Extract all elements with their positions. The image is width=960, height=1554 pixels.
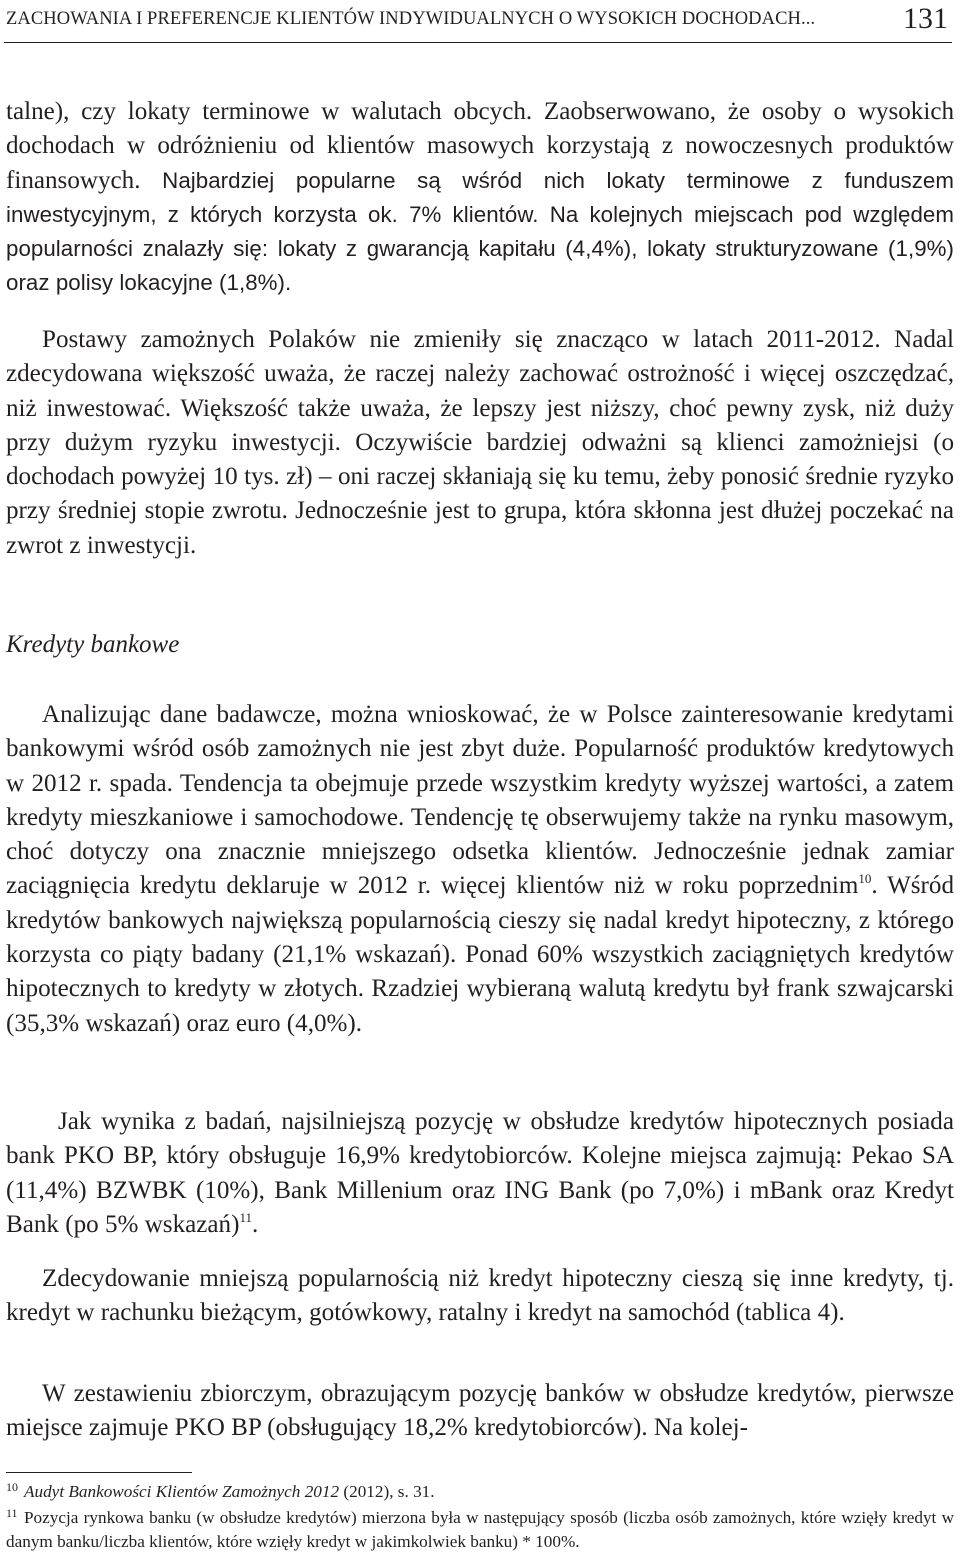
paragraph-products-sans-a: Najbardziej popularne są wśród nich lokaty terminowe z funduszem inwestycyjnym, z których korzysta ok. 7% klientów. xyxy=(6,167,954,227)
paragraph-products-sans-b: Na kolejnych miejscach pod względem popularności znalazły się: lokaty z gwarancją kapitału (4,4%), lokaty strukturyzowane (1,9%) oraz polisy lokacyjne (1,8%). xyxy=(6,201,954,296)
paragraph-products-serif: talne), czy lokaty terminowe w walutach obcych. Zaobserwowano, że osoby o wysokich dochodach w odróżnieniu od klientów masowych korzystają z nowoczesnych produktów finansowych. xyxy=(6,98,954,194)
section-heading: Kredyty bankowe xyxy=(6,631,180,658)
paragraph-products xyxy=(6,95,954,301)
paragraph-bank-ranking xyxy=(6,1105,954,1242)
paragraph-credit-analysis-b: . Wśród kredytów bankowych największą popularnością cieszy się nadal kredyt hipoteczny, z którego korzysta co piąty badany (21,1% wskazań). Ponad 60% wszystkich zaciągniętych kredytów hipotecznych to kredyty w złotych. Rzadziej wybieraną walutą kredytu był frank szwajcarski (35,3% wskazań) oraz euro (4,0%). xyxy=(6,872,954,1037)
paragraph-credit-analysis xyxy=(6,698,954,1041)
footnote-11 xyxy=(6,1502,954,1554)
footnote-ref-10[interactable]: 10 xyxy=(858,871,872,887)
paragraph-summary-text: W zestawieniu zbiorczym, obrazującym pozycję banków w obsłudze kredytów, pierwsze miejsce zajmuje PKO BP (obsługujący 18,2% kredytobiorców). Na kolej- xyxy=(6,1380,954,1442)
paragraph-attitudes-text: Postawy zamożnych Polaków nie zmieniły się znacząco w latach 2011-2012. Nadal zdecydowana większość uważa, że raczej należy zachować ostrożność i więcej oszczędzać, niż inwestować. Większość także uważa, że lepszy jest niższy, choć pewny zysk, niż duży przy dużym ryzyku inwestycji. Oczywiście bardziej odważni są klienci zamożniejsi (o dochodach powyżej 10 tys. zł) – oni raczej skłaniają się ku temu, żeby ponosić średnie ryzyko przy średniej stopie zwrotu. Jednocześnie jest to grupa, która skłonna jest dłużej poczekać na zwrot z inwestycji. xyxy=(6,326,954,559)
footnote-11-text: Pozycja rynkowa banku (w obsłudze kredytów) mierzona była w następujący sposób (liczba osób zamożnych, które wzięły kredyt w danym banku/liczba klientów, które wzięły kredyt w jakimkolwiek banku) * 100%. xyxy=(6,1508,954,1551)
running-header-title: ZACHOWANIA I PREFERENCJE KLIENTÓW INDYWIDUALNYCH O WYSOKICH DOCHODACH... xyxy=(6,9,816,29)
footnote-10-title: Audyt Bankowości Klientów Zamożnych 2012 xyxy=(24,1482,340,1501)
running-header xyxy=(4,2,952,43)
paragraph-other-credits xyxy=(6,1262,954,1331)
paragraph-other-credits-text: Zdecydowanie mniejszą popularnością niż kredyt hipoteczny cieszą się inne kredyty, tj. kredyt w rachunku bieżącym, gotówkowy, ratalny i kredyt na samochód (tablica 4). xyxy=(6,1265,954,1327)
footnote-separator xyxy=(6,1472,192,1473)
paragraph-attitudes xyxy=(6,323,954,563)
footnote-11-number: 11 xyxy=(6,1506,18,1520)
page-number: 131 xyxy=(903,2,948,35)
footnote-ref-11[interactable]: 11 xyxy=(239,1209,252,1225)
paragraph-bank-ranking-a: Jak wynika z badań, najsilniejszą pozycję w obsłudze kredytów hipotecznych posiada bank PKO BP, który obsługuje 16,9% kredytobiorców. Kolejne miejsca zajmują: Pekao SA (11,4%) BZWBK (10%), Bank Millenium oraz ING Bank (po 7,0%) i mBank oraz Kredyt Bank (po 5% wskazań) xyxy=(6,1108,954,1238)
footnote-10 xyxy=(6,1476,954,1504)
paragraph-summary xyxy=(6,1377,954,1446)
footnote-10-number: 10 xyxy=(6,1480,18,1494)
paragraph-credit-analysis-a: Analizując dane badawcze, można wnioskować, że w Polsce zainteresowanie kredytami bankowymi wśród osób zamożnych nie jest zbyt duże. Popularność produktów kredytowych w 2012 r. spada. Tendencja ta obejmuje przede wszystkim kredyty wyższej wartości, a zatem kredyty mieszkaniowe i samochodowe. Tendencję tę obserwujemy także na rynku masowym, choć dotyczy ona znacznie mniejszego odsetka klientów. Jednocześnie jednak zamiar zaciągnięcia kredytu deklaruje w 2012 r. więcej klientów niż w roku poprzednim xyxy=(6,701,954,900)
footnote-10-rest: (2012), s. 31. xyxy=(339,1482,435,1501)
paragraph-bank-ranking-b: . xyxy=(251,1210,259,1238)
